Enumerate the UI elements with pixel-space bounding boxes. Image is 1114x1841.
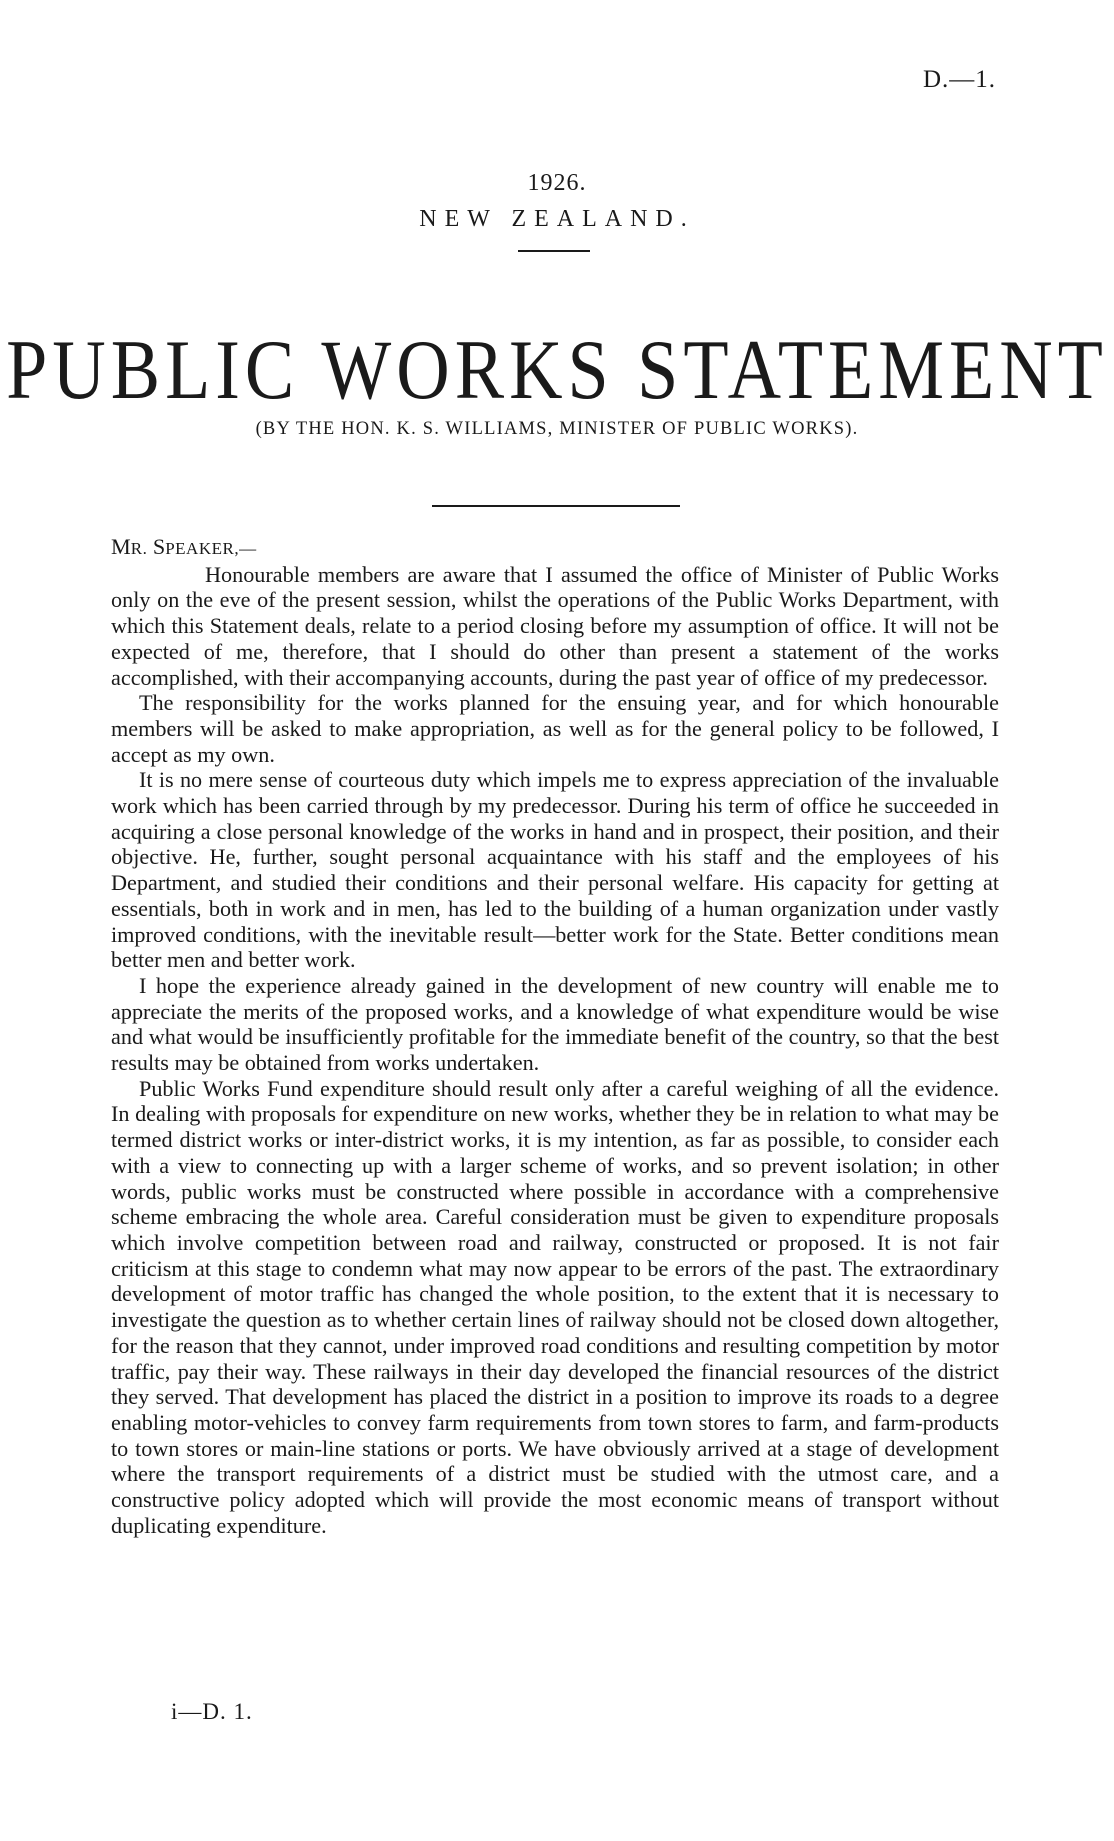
- divider-short: [518, 250, 590, 252]
- paragraph: Honourable members are aware that I assumed the office of Minister of Public Works only on the eve of the present session, whilst the operations of the Public Works Department, with which this Statement deals, relate to a period closing before my assumption of office. It will not be expected of me, therefore, that I should do other than present a statement of the works accomplished, with their accompanying accounts, during the past year of office of my predecessor.: [111, 561, 999, 690]
- paragraph: Public Works Fund expenditure should result only after a careful weighing of all the evidence. In dealing with proposals for expenditure on new works, whether they be in relation to what may be termed district works or inter-district works, it is my intention, as far as possible, to consider each with a view to connecting up with a larger scheme of works, and so prevent isolation; in other words, public works must be constructed where possible in accordance with a comprehensive scheme embracing the whole area. Careful consideration must be given to expenditure proposals which involve competition between road and railway, constructed or proposed. It is not fair criticism at this stage to condemn what may now appear to be errors of the past. The extraordinary development of motor traffic has changed the whole position, to the extent that it is necessary to investigate the question as to whether certain lines of railway should not be closed down altogether, for the reason that they cannot, under improved road conditions and resulting competition by motor traffic, pay their way. These railways in their day developed the financial resources of the district they served. That development has placed the district in a position to improve its roads to a degree enabling motor-vehicles to convey farm requirements from town stores to farm, and farm-products to town stores or main-line stations or ports. We have obviously arrived at a stage of development where the transport requirements of a district must be studied with the utmost care, and a constructive policy adopted which will provide the most economic means of transport without duplicating expenditure.: [111, 1075, 999, 1538]
- salutation: MR. SPEAKER,—: [111, 534, 257, 559]
- page-title: PUBLIC WORKS STATEMENT: [6, 323, 1108, 418]
- paragraph: I hope the experience already gained in the development of new country will enable me to appreciate the merits of the proposed works, and a knowledge of what expenditure would be wise and what would be insufficiently profitable for the immediate benefit of the country, so that the best results may be obtained from works undertaken.: [111, 972, 999, 1076]
- paragraph: The responsibility for the works planned for the ensuing year, and for which honourable members will be asked to make appropriation, as well as for the general policy to be followed, I accept as my own.: [111, 690, 999, 767]
- page-reference: D.—1.: [922, 66, 996, 93]
- footer-page-reference: i—D. 1.: [171, 1699, 253, 1724]
- statement-body: [111, 534, 999, 1538]
- country-heading: NEW ZEALAND.: [419, 206, 695, 232]
- paragraph: It is no mere sense of courteous duty which impels me to express appreciation of the invaluable work which has been carried through by my predecessor. During his term of office he succeeded in acquiring a close personal knowledge of the works in hand and in prospect, their position, and their objective. He, further, sought personal acquaintance with his staff and the employees of his Department, and studied their conditions and their personal welfare. His capacity for getting at essentials, both in work and in men, has led to the building of a human organization under vastly improved conditions, with the inevitable result—better work for the State. Better conditions mean better men and better work.: [111, 767, 999, 973]
- page-subtitle: (BY THE HON. K. S. WILLIAMS, MINISTER OF PUBLIC WORKS).: [255, 419, 859, 439]
- document-year: 1926.: [527, 170, 587, 196]
- divider-long: [432, 505, 680, 507]
